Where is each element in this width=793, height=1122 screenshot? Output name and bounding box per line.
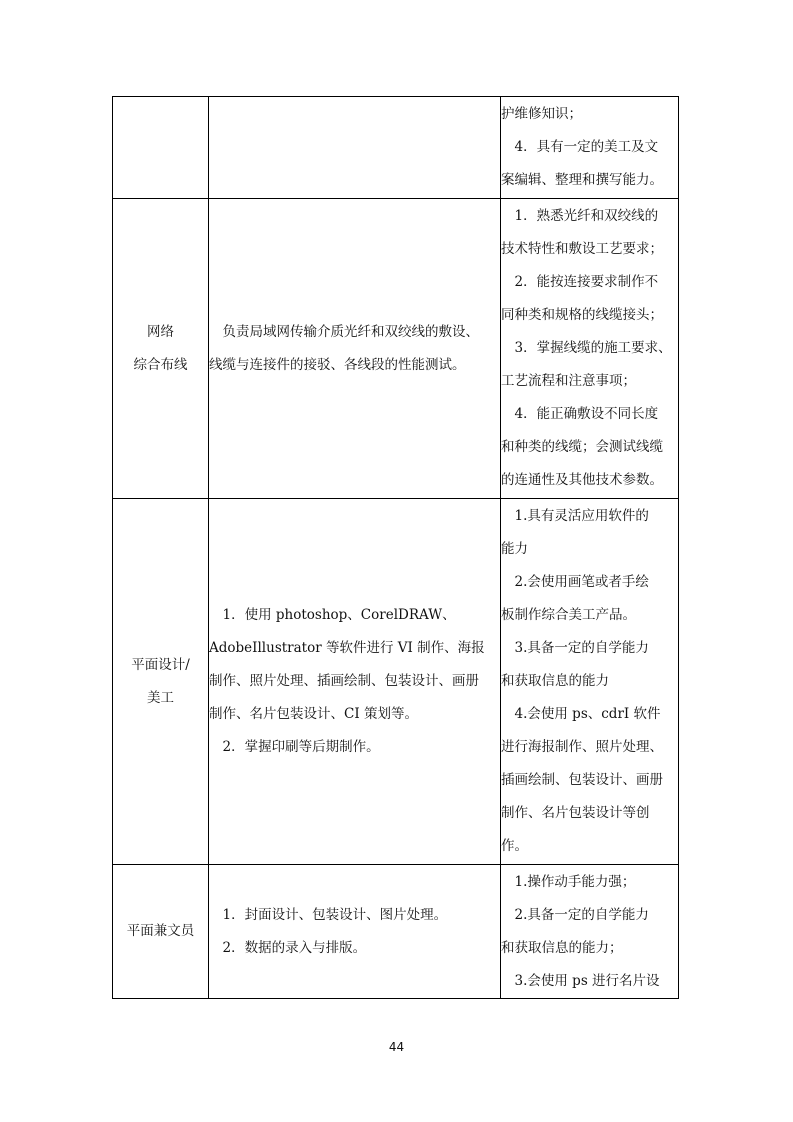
table-row xyxy=(113,97,679,199)
description-line: AdobeIllustrator 等软件进行 VI 制作、海报 xyxy=(209,640,485,656)
requirement-line: 插画绘制、包装设计、画册 xyxy=(501,772,663,788)
description-line: 线缆与连接件的接驳、各线段的性能测试。 xyxy=(209,356,466,373)
requirement-line: 的连通性及其他技术参数。 xyxy=(501,472,663,488)
description-line: 1．封面设计、包装设计、图片处理。 xyxy=(209,906,448,923)
requirement-line: 1.具有灵活应用软件的 xyxy=(501,508,649,524)
requirement-line: 3．掌握线缆的施工要求、 xyxy=(501,340,672,356)
requirement-line: 和种类的线缆；会测试线缆 xyxy=(501,439,663,455)
requirement-line: 2.会使用画笔或者手绘 xyxy=(501,574,649,590)
job-title-cell xyxy=(113,499,209,865)
page-number: 44 xyxy=(388,1040,405,1054)
requirement-line: 作。 xyxy=(501,838,528,854)
requirement-line: 2．能按连接要求制作不 xyxy=(501,274,659,290)
requirement-line: 2.具备一定的自学能力 xyxy=(501,906,649,923)
description-line: 1．使用 photoshop、CorelDRAW、 xyxy=(209,607,456,623)
requirement-line: 1．熟悉光纤和双绞线的 xyxy=(501,208,659,224)
description-line: 制作、照片处理、插画绘制、包装设计、画册 xyxy=(209,673,479,689)
job-title-cell xyxy=(113,97,209,199)
job-description-cell xyxy=(209,97,501,199)
description-line: 2．数据的录入与排版。 xyxy=(209,939,367,956)
table-row xyxy=(113,199,679,499)
table-row xyxy=(113,865,679,999)
job-title-line: 美工 xyxy=(147,689,174,706)
job-requirements-cell xyxy=(501,97,679,199)
job-title-cell xyxy=(113,199,209,499)
requirement-line: 同种类和规格的线缆接头； xyxy=(501,307,663,323)
job-title-line: 平面设计/ xyxy=(131,656,190,673)
description-line: 负责局域网传输介质光纤和双绞线的敷设、 xyxy=(209,323,479,340)
table-row xyxy=(113,499,679,865)
requirement-line: 进行海报制作、照片处理、 xyxy=(501,739,663,755)
job-requirements-cell xyxy=(501,199,679,499)
job-description-cell xyxy=(209,199,501,499)
requirement-line: 和获取信息的能力 xyxy=(501,673,609,689)
requirement-line: 1.操作动手能力强； xyxy=(501,873,636,890)
requirement-line: 3.会使用 ps 进行名片设 xyxy=(501,972,660,989)
requirement-line: 4.会使用 ps、cdrI 软件 xyxy=(501,706,661,722)
job-description-cell xyxy=(209,865,501,999)
job-title-line: 综合布线 xyxy=(133,356,188,373)
job-requirements-table xyxy=(112,96,679,999)
requirement-line: 3.具备一定的自学能力 xyxy=(501,640,649,656)
requirement-line: 4．能正确敷设不同长度 xyxy=(501,406,659,422)
requirement-line: 工艺流程和注意事项； xyxy=(501,373,636,389)
job-title-line: 网络 xyxy=(147,323,174,340)
requirement-line: 能力 xyxy=(501,541,528,557)
job-title-cell xyxy=(113,865,209,999)
job-title-line: 平面兼文员 xyxy=(126,923,195,939)
requirement-line: 技术特性和敷设工艺要求； xyxy=(501,241,663,257)
requirement-line: 4．具有一定的美工及文 xyxy=(501,139,659,155)
job-requirements-cell xyxy=(501,499,679,865)
job-description-cell xyxy=(209,499,501,865)
requirement-line: 制作、名片包装设计等创 xyxy=(501,805,650,821)
requirement-line: 和获取信息的能力； xyxy=(501,939,623,956)
requirement-line: 案编辑、整理和撰写能力。 xyxy=(501,172,663,188)
description-line: 制作、名片包装设计、CI 策划等。 xyxy=(209,706,418,722)
job-requirements-cell xyxy=(501,865,679,999)
description-line: 2．掌握印刷等后期制作。 xyxy=(209,739,380,755)
requirement-line: 板制作综合美工产品。 xyxy=(501,607,636,623)
requirement-line: 护维修知识； xyxy=(501,106,582,122)
